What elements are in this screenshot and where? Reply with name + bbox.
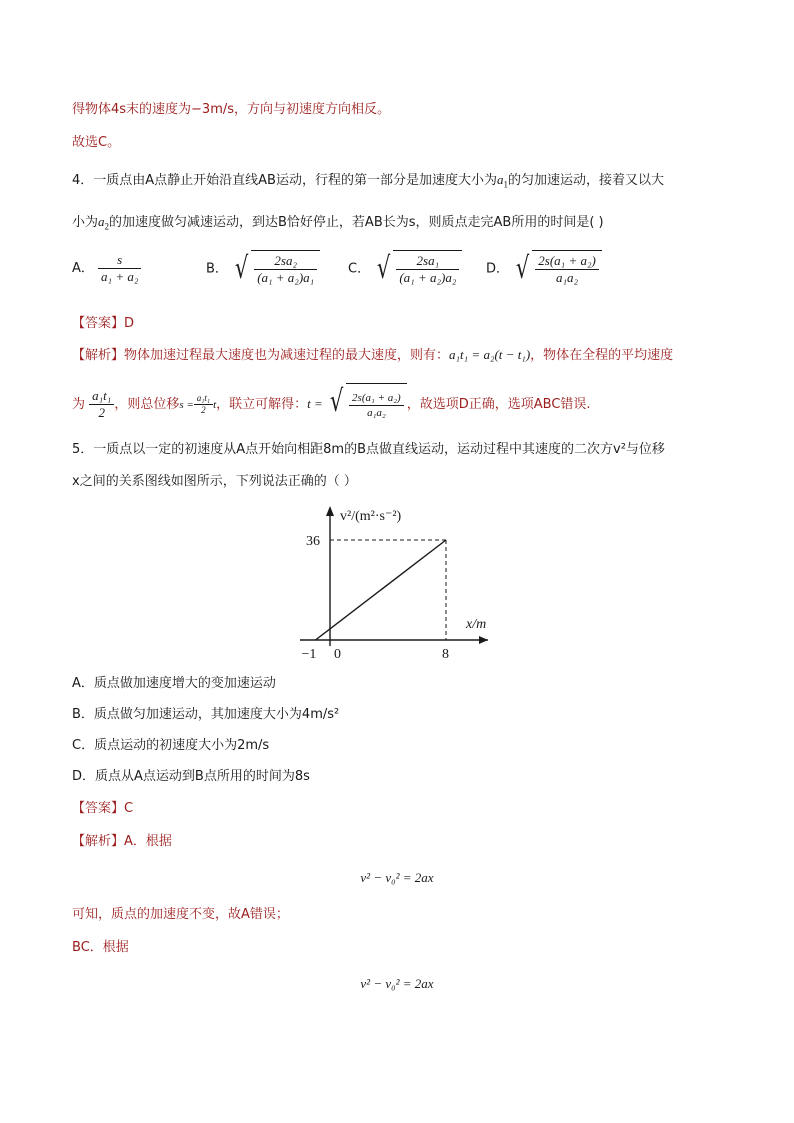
q4-analysis2-eq-rhs: t: [213, 399, 217, 411]
q4-option-a-num: s: [98, 252, 141, 269]
q5-option-d: D．质点从A点运动到B点所用的时间为8s: [72, 769, 310, 784]
q4-analysis2-frac: [89, 388, 114, 421]
q4-analysis2-eq-den: 2: [201, 405, 206, 415]
q5-analysis-a: A．根据: [124, 834, 172, 849]
q4-option-a: [72, 252, 141, 285]
q4-analysis2-t: t =: [307, 396, 323, 411]
q4-option-d-label: D．: [486, 261, 510, 277]
q4-option-b-num: 2sa₂: [254, 253, 317, 270]
q4-stem2-pre: 小为: [72, 215, 99, 230]
q4-stem-line2: [72, 212, 604, 237]
q5-stem-line1: 5．一质点以一定的初速度从A点开始向相距8m的B点做直线运动，运动过程中其速度的二次方v²与位移: [72, 442, 665, 457]
q4-option-c-sqrt: √ $\frac{\text{2sa₁}}{\text{(a₁ + a₂)a₂}}$: [374, 250, 462, 288]
q4-a2: a: [98, 214, 105, 229]
q4-analysis2-sqrt: √ $\frac{\text{2s(a₁ + a₂)}}{\text{a₁a₂}}$: [327, 383, 407, 426]
q4-option-c-den: (a₁ + a₂)a₂: [399, 270, 457, 285]
q4-option-b-label: B．: [206, 261, 228, 277]
q4-analysis2-frac-den: 2: [98, 405, 105, 420]
q4-stem-text: 4．一质点由A点静止开始沿直线AB运动，行程的第一部分是加速度大小为: [72, 173, 497, 188]
q4-option-b-den: (a₁ + a₂)a₁: [257, 270, 315, 285]
q4-analysis-label: 【解析】: [72, 348, 125, 363]
q4-option-d: [486, 250, 602, 288]
q5-stem-line2: x之间的关系图线如图所示，下列说法正确的（ ）: [72, 474, 357, 489]
y-axis-label: v²/(m²·s⁻²): [340, 509, 402, 524]
q5-option-a: A．质点做加速度增大的变加速运动: [72, 676, 276, 691]
q4-a1: a: [496, 172, 504, 187]
q5-answer-value: C: [124, 801, 134, 816]
q5-graph: [0, 500, 794, 670]
y-axis-arrow: [326, 506, 334, 516]
q4-option-c: [348, 250, 462, 288]
prev-choice-line: 故选C。: [72, 135, 121, 150]
q4-a1-sub: 1: [503, 179, 508, 190]
q4-stem2-tail: 的加速度做匀减速运动，到达B恰好停止，若AB长为s，则质点走完AB所用的时间是( ): [109, 215, 604, 230]
data-line: [316, 540, 447, 640]
q4-analysis2-pre: 为: [72, 397, 86, 412]
q4-analysis2-tail: ，故选项D正确，选项ABC错误.: [406, 397, 591, 412]
q5-option-b: B．质点做匀加速运动，其加速度大小为4m/s²: [72, 707, 340, 722]
q4-analysis-line2: [72, 383, 591, 426]
q5-equation-2: v² − v₀² = 2ax: [360, 976, 434, 991]
q5-equation-1: v² − v₀² = 2ax: [360, 870, 434, 885]
q4-option-c-label: C．: [348, 261, 371, 277]
q4-option-a-label: A．: [72, 261, 94, 276]
x-tick-0: 0: [334, 647, 341, 662]
y-tick-36: 36: [306, 534, 320, 549]
q4-analysis2-sq-num: 2s(a₁ + a₂): [349, 391, 404, 406]
q4-analysis2-mid: ，则总位移: [114, 397, 180, 412]
q4-analysis2-sq-den: a₁a₂: [367, 407, 386, 419]
q4-option-d-num: 2s(a₁ + a₂): [535, 253, 599, 270]
q4-answer-label: 【答案】: [72, 316, 125, 331]
q4-analysis2-eq-frac: [194, 393, 213, 416]
q5-answer-label: 【答案】: [72, 801, 125, 816]
x-axis-label: x/m: [466, 617, 487, 632]
x-axis-arrow: [479, 636, 488, 644]
q4-option-b: [206, 250, 320, 288]
x-tick-neg1: −1: [301, 647, 317, 662]
q4-option-c-num: 2sa₁: [396, 253, 459, 270]
q5-analysis-line1: [72, 832, 172, 852]
q4-analysis1-eq: a₁t₁ = a₂(t − t₁): [449, 347, 531, 362]
q4-analysis2-frac-num: a₁t₁: [89, 388, 114, 405]
q5-analysis-bc: BC．根据: [72, 940, 129, 955]
q4-option-d-den: a₁a₂: [556, 270, 579, 285]
prev-conclusion-line: 得物体4s末的速度为−3m/s，方向与初速度方向相反。: [72, 102, 391, 117]
q4-option-b-sqrt: √ $\frac{\text{2sa₂}}{\text{(a₁ + a₂)a₁}}$: [232, 250, 320, 288]
q5-analysis-label: 【解析】: [72, 834, 125, 849]
q4-option-a-frac: [98, 252, 141, 285]
q4-analysis2-eq-num: a₁t₁: [194, 393, 213, 405]
q4-analysis2-mid2: ，联立可解得：: [216, 397, 308, 412]
q5-option-c: C．质点运动的初速度大小为2m/s: [72, 738, 270, 753]
q4-analysis1-tail: ，物体在全程的平均速度: [530, 348, 674, 363]
q4-analysis1-text: 物体加速过程最大速度也为减速过程的最大速度，则有：: [124, 348, 450, 363]
q4-answer: [72, 314, 134, 334]
q5-answer: [72, 799, 133, 819]
q4-answer-value: D: [124, 316, 135, 331]
q4-stem-tail: 的匀加速运动，接着又以大: [507, 173, 664, 188]
q4-analysis-line1: [72, 345, 673, 366]
q4-a2-sub: 2: [104, 221, 110, 232]
x-tick-8: 8: [442, 647, 449, 662]
q4-analysis2-eq-lhs: s =: [179, 399, 194, 411]
q4-option-a-den: a₁ + a₂: [101, 269, 139, 284]
q5-conclusion-a: 可知，质点的加速度不变，故A错误；: [72, 907, 289, 922]
q4-stem-line1: [72, 170, 664, 195]
q4-option-d-sqrt: √ $\frac{\text{2s(a₁ + a₂)}}{\text{a₁a₂}}$: [513, 250, 602, 288]
